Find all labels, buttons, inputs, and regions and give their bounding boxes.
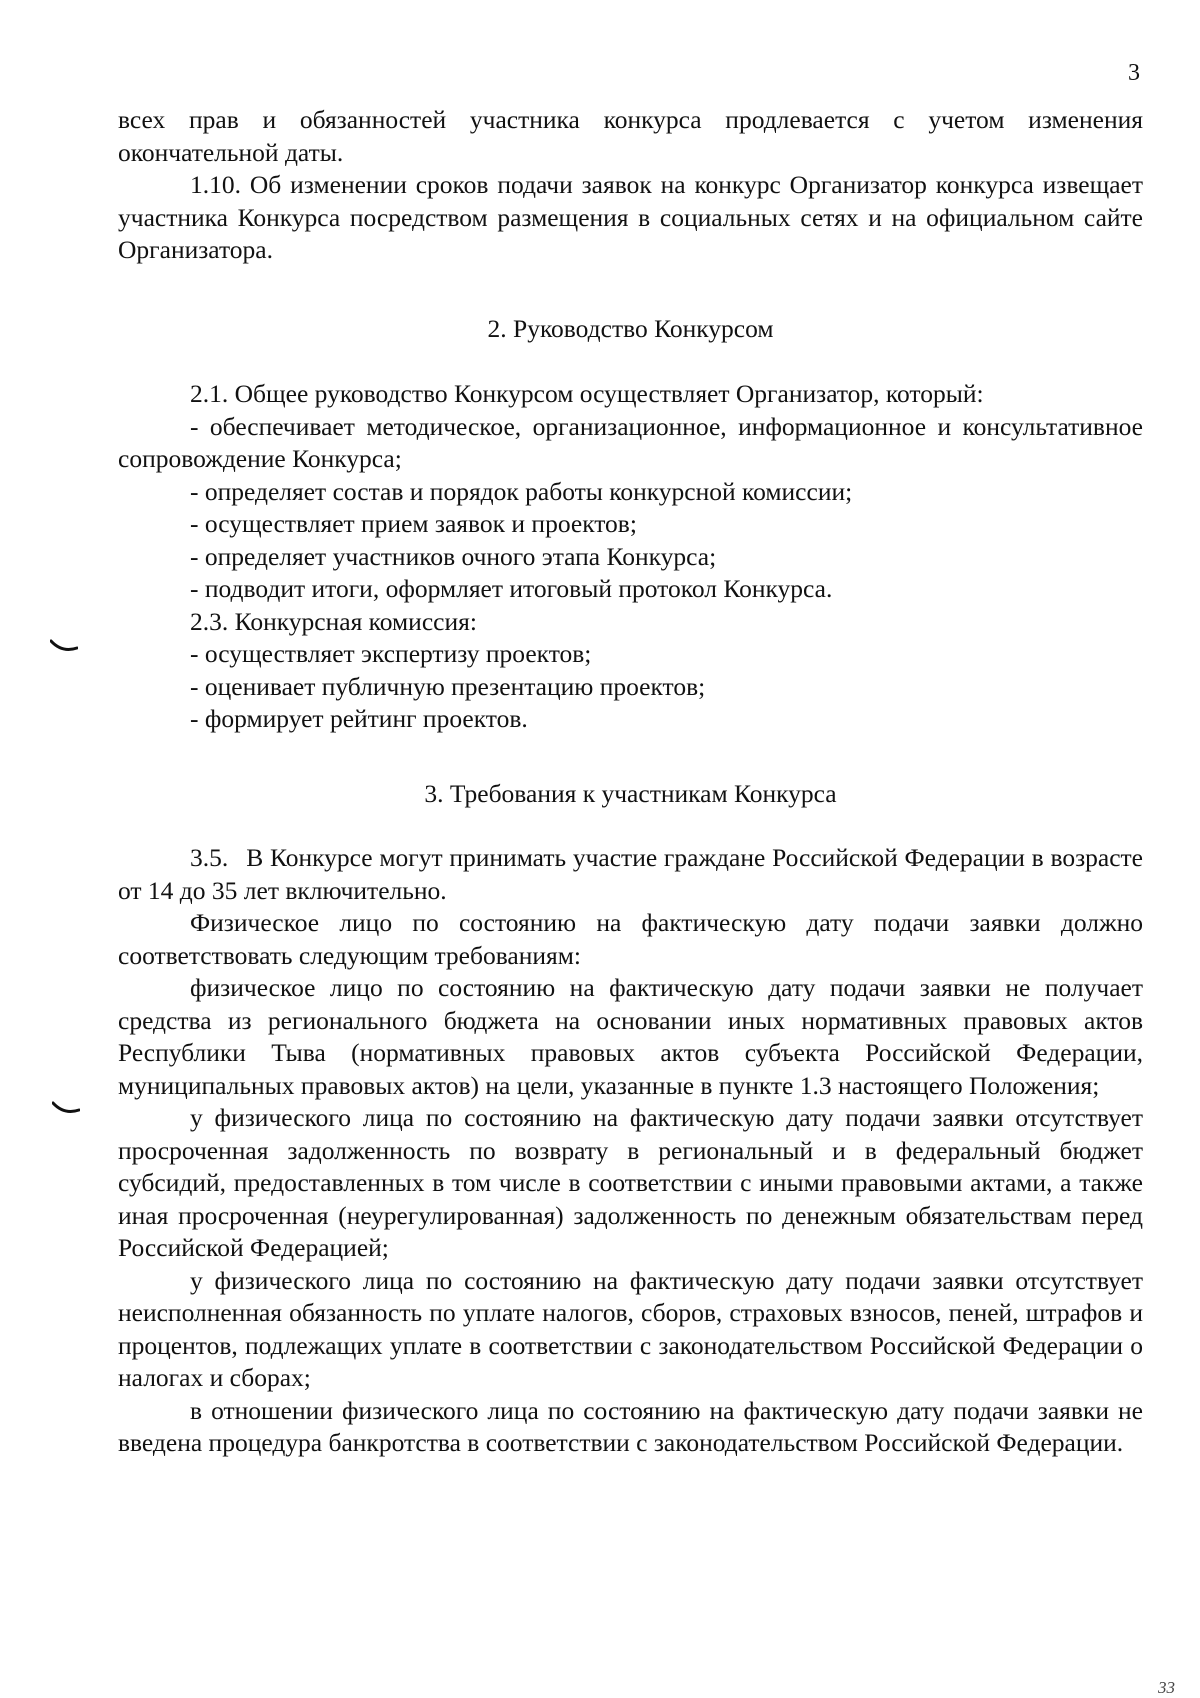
section-3-heading: 3. Требования к участникам Конкурса: [424, 779, 837, 808]
section-3-heading-block: [118, 778, 1143, 811]
requirements-intro: Физическое лицо по состоянию на фактическую дату подачи заявки должно соответствовать следующим требованиям:: [118, 908, 1143, 970]
scan-mark-icon: [52, 1101, 80, 1115]
requirement-1: физическое лицо по состоянию на фактическую дату подачи заявки не получает средства из регионального бюджета на основании иных нормативных правовых актов Республики Тыва (нормативных правовых актов субъекта Российской Федерации, муниципальных правовых актов) на цели, указанные в пункте 1.3 настоящего Положения;: [118, 973, 1143, 1100]
organizer-item: - определяет участников очного этапа Конкурса;: [190, 541, 717, 571]
requirement-2: у физического лица по состоянию на фактическую дату подачи заявки отсутствует просроченная задолженность по возврату в региональный и в федеральный бюджет субсидий, предоставленных в том числе в соответствии с иными правовыми актами, а также иная просроченная (неурегулированная) задолженность по денежным обязательствам перед Российской Федерацией;: [118, 1103, 1143, 1262]
paragraph-1-10: 1.10. Об изменении сроков подачи заявок на конкурс Организатор конкурса извещает участника Конкурса посредством размещения в социальных сетях и на официальном сайте Организатора.: [118, 170, 1143, 264]
organizer-item: - определяет состав и порядок работы конкурсной комиссии;: [190, 476, 853, 506]
requirement-4: в отношении физического лица по состоянию на фактическую дату подачи заявки не введена процедура банкротства в соответствии с законодательством Российской Федерации.: [118, 1395, 1143, 1457]
paragraph-3-5: [118, 842, 1143, 907]
section-2-heading: 2. Руководство Конкурсом: [487, 314, 774, 343]
commission-item: - формирует рейтинг проектов.: [190, 704, 528, 733]
section-2-heading-block: [118, 313, 1143, 346]
scan-mark-icon: [50, 639, 78, 653]
commission-item: - оценивает публичную презентацию проектов;: [190, 671, 706, 701]
section-3-body: [118, 842, 1143, 1460]
section-2-body: [118, 378, 1143, 736]
corner-handwritten-mark: 33: [1158, 1678, 1175, 1697]
intro-paragraph-1: всех прав и обязанностей участника конкурса продлевается с учетом изменения окончательной даты.: [118, 105, 1143, 167]
page-number: 3: [1128, 60, 1140, 86]
organizer-item: - обеспечивает методическое, организационное, информационное и консультативное сопровождение Конкурса;: [118, 411, 1143, 473]
organizer-item: - подводит итоги, оформляет итоговый протокол Конкурса.: [190, 574, 833, 603]
commission-item: - осуществляет экспертизу проектов;: [190, 639, 592, 668]
organizer-item: - осуществляет прием заявок и проектов;: [190, 509, 637, 538]
paragraph-2-3: 2.3. Конкурсная комиссия:: [190, 606, 477, 636]
intro-block: [118, 104, 1143, 267]
paragraph-2-1: 2.1. Общее руководство Конкурсом осуществляет Организатор, который:: [190, 379, 984, 408]
paragraph-3-5-number: 3.5.: [190, 843, 229, 872]
paragraph-3-5-text: В Конкурсе могут принимать участие граждане Российской Федерации в возрасте от 14 до 35 лет включительно.: [118, 843, 1143, 905]
requirement-3: у физического лица по состоянию на фактическую дату подачи заявки отсутствует неисполненная обязанность по уплате налогов, сборов, страховых взносов, пеней, штрафов и процентов, подлежащих уплате в соответствии с законодательством Российской Федерации о налогах и сборах;: [118, 1265, 1143, 1392]
